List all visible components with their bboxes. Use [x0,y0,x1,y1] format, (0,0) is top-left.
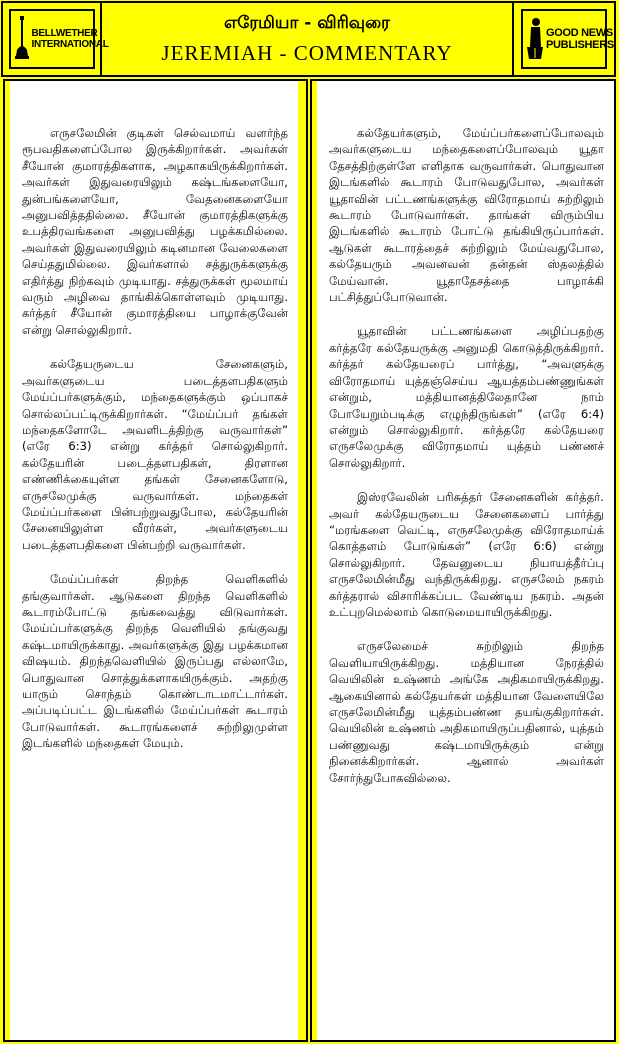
title-block [102,3,512,75]
book-person-icon [527,17,543,61]
bellwether-logo-frame [9,9,109,69]
header [1,1,616,77]
good-news-logo-line1: GOOD NEWS [546,27,613,39]
paragraph: கல்தேயர்களும், மேய்ப்பர்களைப்போலவும் அவர்களுடைய மந்தைகளைப்போலவும் யூதா தேசத்திற்குள்ளே எளிதாக வருவார்கள். பொதுவான இடங்களில் கூடாரம் போடுவதுபோல, அவர்கள் யூதாவின் பட்டணங்களுக்கு விரோதமாய் சுற்றிலும் கூடாரம் போடுவார்கள். தாங்கள் விரும்பிய இடங்களில் கூடாரம் போட்டு தங்கியிருப்பார்கள். ஆடுகள் கூடாரத்தைச் சுற்றிலும் மேய்வதுபோல, கல்தேயரும் அவனவன் தன்தன் ஸ்தலத்தில் மேய்வான். யூதாதேசத்தை பாழாக்கி பட்சித்துப்போடுவான். [329,126,604,305]
good-news-logo-text [546,27,614,51]
paragraph: மேய்ப்பர்கள் திறந்த வெளிகளில் தங்குவார்கள். ஆடுகளை திறந்த வெளிகளில் கூடாரம்போட்டு தங்கவைத்து விடுவார்கள். மேய்ப்பர்களுக்கு திறந்த வெளியில் தங்குவது கஷ்டமாயிருக்காது. அவர்களுக்கு இது பழக்கமான விஷயம். திறந்தவெளியில் இருப்பது எல்லாமே, பொதுவான சொத்துக்களாகயிருக்கும். அதற்கு யாரும் சொந்தம் கொண்டாடமாட்டார்கள். அப்படிப்பட்ட இடங்களில் மேய்ப்பர்கள் கூடாரம் போடுவார்கள். கூடாரங்களைச் சுற்றிலுமுள்ள இடங்களில் மந்தைகள் மேயும். [22,572,288,751]
bell-icon [15,16,29,62]
english-title: JEREMIAH - COMMENTARY [161,41,453,65]
paragraph: எருசலேமைச் சுற்றிலும் திறந்த வெளியாயிருக்கிறது. மத்தியான நேரத்தில் வெயிலின் உஷ்ணம் அங்கே அதிகமாயிருக்கிறது. ஆகையினால் கல்தேயர்கள் மத்தியான வேளையிலே எருசலேமின்மீது யுத்தம்பண்ண தயங்குகிறார்கள். வெயிலின் உஷ்ணம் அதிகமாயிருப்பதினால், யுத்தம் பண்ணுவது கஷ்டமாயிருக்கும் என்று நினைக்கிறார்கள். ஆனால் அவர்கள் சோர்ந்துபோகவில்லை. [329,639,604,785]
good-news-logo-line2: PUBLISHERS [546,39,614,51]
good-news-logo-frame [521,9,614,69]
paragraph: இஸ்ரவேலின் பரிசுத்தர் சேனைகளின் கர்த்தர். அவர் கல்தேயருடைய சேனைகளைப் பார்த்து “மரங்களை வெட்டி, எருசலேமுக்கு விரோதமாய்க் கொத்தளம் போடுங்கள்” (எரே 6:6) என்று சொல்லுகிறார். தேவனுடைய நியாயத்தீர்ப்பு எருசலேமின்மீது வந்திருக்கிறது. எருசலேம் நகரம் கர்த்தரால் விசாரிக்கப்பட வேண்டிய நகரம். அதன் உட்புறமெல்லாம் கொடுமையாயிருக்கிறது. [329,490,604,619]
bellwether-logo-line1: BELLWETHER [31,28,98,39]
paragraph: எருசலேமின் குடிகள் செல்வமாய் வளர்ந்த ரூபவதிகளைப்போல இருக்கிறார்கள். அவர்கள் சீயோன் குமாரத்திகளாக, அழகாகயிருக்கிறார்கள். அவர்கள் இதுவரையிலும் கஷ்டங்களையோ, துன்பங்களையோ, வேதனைகளையோ அனுபவித்ததில்லை. சீயோன் குமாரத்திகளுக்கு உபத்திரவங்களை அனுபவித்து பழக்கமில்லை. அவர்கள் இதுவரையிலும் கடினமான வேலைகளை செய்ததுமில்லை. இவர்களால் சத்துருக்களுக்கு எதிர்த்து நிற்கவும் முடியாது. சத்துருக்கள் மூலமாய் வரும் அழிவை தாங்கிக்கொள்ளவும் முடியாது. கர்த்தர் சீயோன் குமாரத்தியை பாழாக்குவேன் என்று சொல்லுகிறார். [22,126,288,337]
good-news-logo [512,3,614,75]
paragraph: கல்தேயருடைய சேனைகளும், அவர்களுடைய படைத்தளபதிகளும் மேய்ப்பர்களுக்கும், மந்தைகளுக்கும் ஒப்பாகச் சொல்லப்பட்டிருக்கிறார்கள். “மேய்ப்பர் தங்கள் மந்தைகளோடே அவளிடத்திற்கு வருவார்கள்” (எரே 6:3) என்று கர்த்தர் சொல்லுகிறார். கல்தேயரின் படைத்தளபதிகள், திரளான எண்ணிக்கையுள்ள தங்கள் சேனைகளோடு, எருசலேமுக்கு வருவார்கள். மந்தைகள் மேய்ப்பர்களை பின்பற்றுவதுபோல, கல்தேயரின் சேனையிலுள்ள வீரர்கள், அவர்களுடைய படைத்தளபதிகளை பின்பற்றி வருவார்கள். [22,357,288,552]
paragraph: யூதாவின் பட்டணங்களை அழிப்பதற்கு கர்த்தரே கல்தேயருக்கு அனுமதி கொடுத்திருக்கிறார். கர்த்தர் கல்தேயரைப் பார்த்து, “அவளுக்கு விரோதமாய் யுத்தஞ்செய்ய ஆயத்தம்பண்ணுங்கள் என்றும், மத்தியானத்திலேதானே நாம் போயேறும்படிக்கு எழுந்திருங்கள்” (எரே 6:4) என்றும் சொல்லுகிறார். கர்த்தரே கல்தேயரை எருசலேமுக்கு விரோதமாய் யுத்தம் பண்ணச் சொல்லுகிறார். [329,324,604,470]
bellwether-logo-text [32,28,109,50]
left-column [3,79,308,1042]
tamil-title: எரேமியா - விரிவுரை [224,13,390,33]
right-column-text [317,81,614,1040]
bellwether-logo [3,3,109,75]
left-column-text [10,81,298,1040]
right-column [310,79,616,1042]
bellwether-logo-line2: INTERNATIONAL [31,39,109,50]
